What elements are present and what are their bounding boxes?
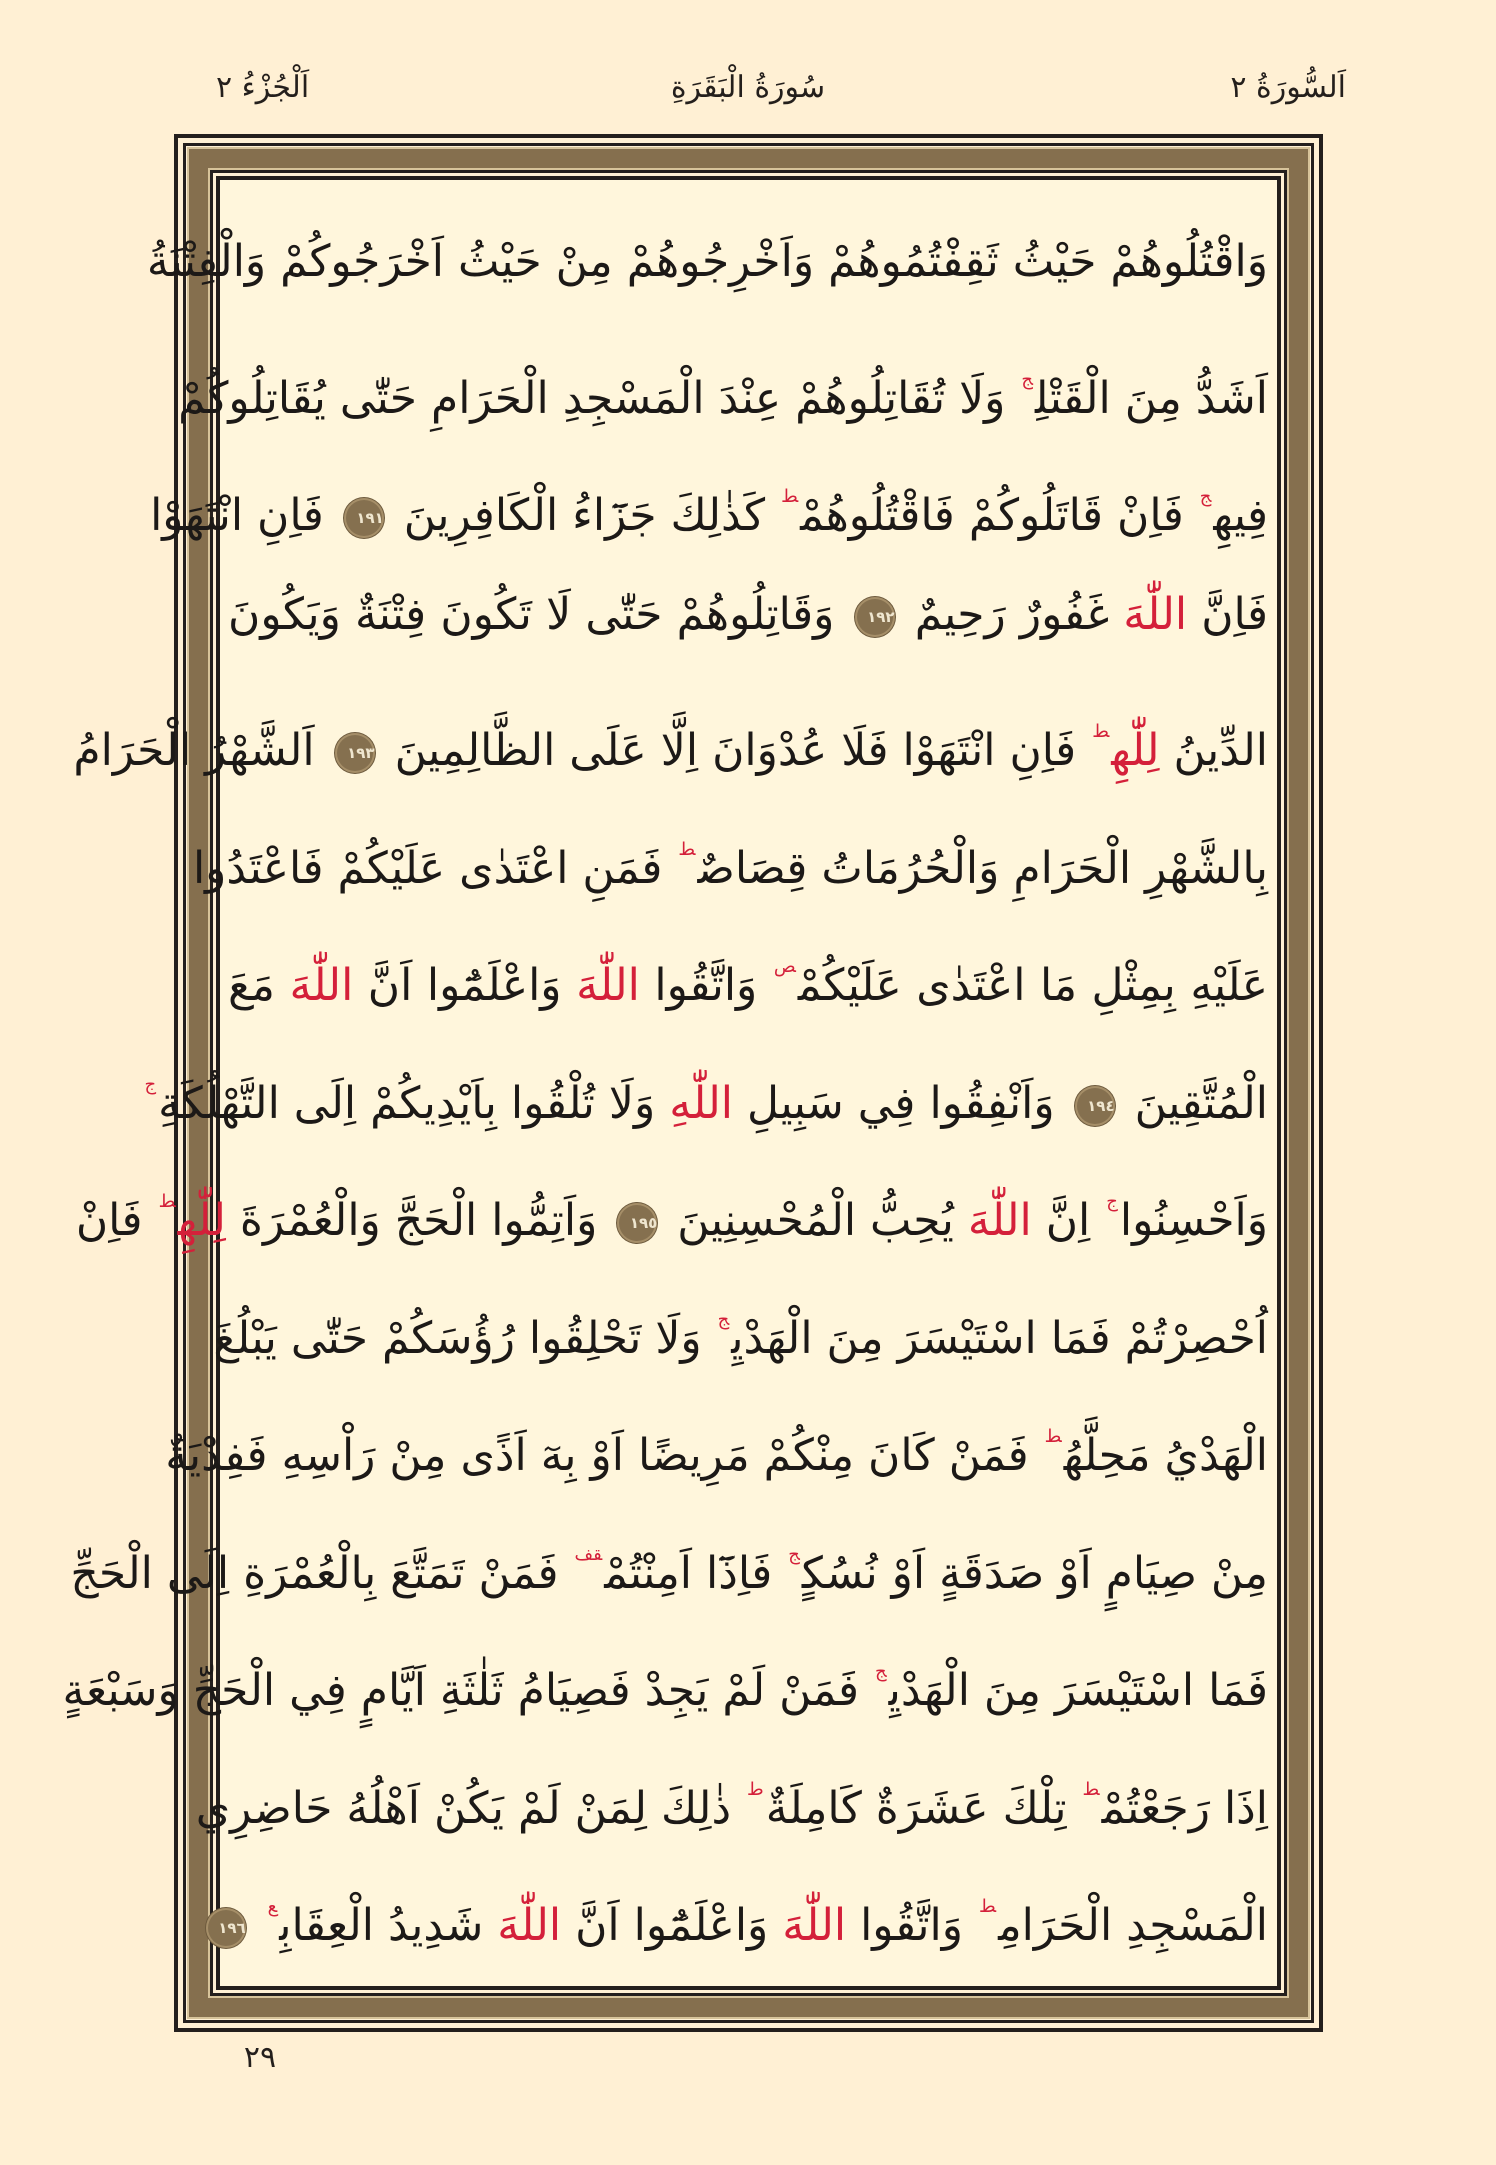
verse-text: وَلَا تُقَاتِلُوهُمْ عِنْدَ الْمَسْجِدِ الْحَرَامِ حَتّٰى يُقَاتِلُوكُمْ — [178, 372, 1020, 424]
verse-text: وَاعْلَمُٓوا اَنَّ — [561, 1900, 783, 1951]
surah-number-label: اَلسُّورَةُ ٢ — [1230, 70, 1346, 105]
divine-name-highlight: لِلّٰهِ — [1111, 725, 1160, 776]
verse-line — [228, 556, 1268, 673]
verse-text: فَاِنْ قَاتَلُوكُمْ فَاقْتُلُوهُمْ — [800, 490, 1198, 541]
waqf-stop-mark: ع — [267, 1896, 278, 1917]
verse-text: اَلشَّهْرُ الْحَرَامُ — [73, 725, 329, 776]
verse-text: مِنْ صِيَامٍ اَوْ صَدَقَةٍ اَوْ نُسُكٍ — [801, 1547, 1268, 1599]
verse-text: الْمَسْجِدِ الْحَرَامِ — [998, 1900, 1268, 1951]
verse-text: يُحِبُّ الْمُحْسِنِينَ — [663, 1195, 968, 1246]
verse-line — [146, 203, 1268, 320]
verse-text: تِلْكَ عَشَرَةٌ كَامِلَةٌ — [765, 1782, 1081, 1834]
waqf-stop-mark: ج — [717, 1308, 730, 1330]
verse-line — [213, 1261, 1268, 1378]
verse-line — [218, 1848, 1268, 1965]
verse-line — [75, 1143, 1268, 1260]
ayah-number-medallion: ١٩٦ — [206, 1908, 246, 1948]
surah-name-title: سُورَةُ الْبَقَرَةِ — [670, 70, 826, 105]
verse-line — [228, 908, 1268, 1025]
verse-text: اِنَّ — [1031, 1195, 1105, 1246]
ayah-number-medallion: ١٩٥ — [617, 1203, 657, 1243]
waqf-stop-mark: ط — [1092, 721, 1110, 742]
waqf-stop-mark: ج — [788, 1543, 800, 1565]
verse-text: وَلَا تَحْلِقُوا رُؤُسَكُمْ حَتّٰى يَبْلُغَ — [213, 1312, 716, 1364]
divine-name-highlight: لِلّٰهِ — [177, 1195, 226, 1246]
verse-text: ذٰلِكَ لِمَنْ لَمْ يَكُنْ اَهْلُهُ حَاضِرِي — [195, 1782, 746, 1834]
verse-line — [165, 1378, 1268, 1495]
verse-text: كَذٰلِكَ جَزَٓاءُ الْكَافِرِينَ — [389, 490, 780, 541]
verse-text: فَاِنِ انْتَهَوْا — [150, 490, 338, 541]
verse-text: اُحْصِرْتُمْ فَمَا اسْتَيْسَرَ مِنَ الْهَدْيِ — [731, 1312, 1268, 1364]
verse-text: اِذَا رَجَعْتُمْ — [1101, 1782, 1268, 1834]
waqf-stop-mark: ط — [978, 1896, 997, 1917]
divine-name-highlight: اللّٰهِ — [669, 1077, 734, 1129]
verse-text: فَمَا اسْتَيْسَرَ مِنَ الْهَدْيِ — [888, 1665, 1268, 1716]
verse-line — [150, 438, 1268, 555]
verse-text: فَمَنِ اعْتَدٰى عَلَيْكُمْ فَاعْتَدُوا — [192, 842, 677, 894]
quran-text-block — [62, 195, 1269, 1985]
waqf-stop-mark: ج — [144, 1073, 157, 1095]
waqf-stop-mark: ج — [1106, 1191, 1118, 1212]
verse-text: فَمَنْ كَانَ مِنْكُمْ مَرِيضًا اَوْ بِهٓ اَذًى مِنْ رَاْسِهِ فَفِدْيَةٌ — [165, 1430, 1043, 1481]
divine-name-highlight: اللّٰهَ — [1123, 588, 1188, 640]
verse-text: وَاَحْسِنُوا — [1119, 1195, 1268, 1246]
waqf-stop-mark: ط — [158, 1191, 176, 1212]
divine-name-highlight: اللّٰهَ — [967, 1195, 1032, 1246]
verse-text: فَاِذَٓا اَمِنْتُمْ — [604, 1547, 787, 1599]
verse-line — [62, 1613, 1268, 1730]
page-number: ٢٩ — [243, 2040, 277, 2075]
verse-text: وَقَاتِلُوهُمْ حَتّٰى لَا تَكُونَ فِتْنَةٌ وَيَكُونَ — [228, 588, 849, 640]
verse-text: وَلَا تُلْقُوا بِاَيْدِيكُمْ اِلَى التَّهْلُكَةِ — [158, 1077, 670, 1129]
verse-text: فَمَنْ لَمْ يَجِدْ فَصِيَامُ ثَلٰثَةِ اَيَّامٍ فِي الْحَجِّ وَسَبْعَةٍ — [62, 1665, 874, 1716]
waqf-stop-mark: ط — [747, 1778, 764, 1800]
verse-text: فَمَنْ تَمَتَّعَ بِالْعُمْرَةِ اِلَى الْحَجِّ — [70, 1547, 573, 1599]
waqf-stop-mark: قف — [574, 1543, 603, 1565]
verse-text — [252, 1900, 266, 1951]
verse-text: وَاتَّقُوا — [639, 960, 772, 1011]
verse-text: الْهَدْيُ مَحِلَّهُ — [1063, 1430, 1268, 1481]
verse-line — [195, 1731, 1268, 1848]
verse-text: وَاقْتُلُوهُمْ حَيْثُ ثَقِفْتُمُوهُمْ وَاَخْرِجُوهُمْ مِنْ حَيْثُ اَخْرَجُوكُمْ وَالْفِتْنَةُ — [146, 236, 1268, 287]
verse-line — [192, 791, 1268, 908]
verse-text: بِالشَّهْرِ الْحَرَامِ وَالْحُرُمَاتُ قِصَاصٌ — [697, 842, 1268, 894]
waqf-stop-mark: ط — [781, 486, 799, 507]
ayah-number-medallion: ١٩١ — [344, 498, 384, 538]
divine-name-highlight: اللّٰهَ — [289, 960, 354, 1011]
juz-label: اَلْجُزْءُ ٢ — [216, 70, 310, 105]
ayah-number-medallion: ١٩٢ — [855, 597, 895, 637]
waqf-stop-mark: ج — [1021, 368, 1034, 390]
divine-name-highlight: اللّٰهَ — [576, 960, 640, 1011]
page-header — [0, 62, 1496, 122]
waqf-stop-mark: ط — [678, 838, 696, 860]
waqf-stop-mark: ص — [773, 956, 796, 977]
ayah-number-medallion: ١٩٤ — [1075, 1086, 1115, 1126]
verse-text: شَدِيدُ الْعِقَابِ — [279, 1900, 498, 1951]
verse-text: فَاِنْ — [75, 1195, 157, 1246]
divine-name-highlight: اللّٰهَ — [497, 1900, 562, 1951]
verse-text: اَشَدُّ مِنَ الْقَتْلِ — [1035, 372, 1268, 424]
divine-name-highlight: اللّٰهَ — [782, 1900, 847, 1951]
verse-text: غَفُورٌ رَحِيمٌ — [900, 588, 1124, 640]
verse-text: وَاعْلَمُٓوا اَنَّ — [353, 960, 577, 1011]
verse-text: فَاِنَّ — [1187, 588, 1268, 640]
waqf-stop-mark: ط — [1044, 1426, 1062, 1447]
verse-text: الْمُتَّقِينَ — [1120, 1077, 1268, 1129]
verse-text: فَاِنِ انْتَهَوْا فَلَا عُدْوَانَ اِلَّا عَلَى الظَّالِمِينَ — [380, 725, 1091, 776]
verse-line — [73, 673, 1268, 790]
waqf-stop-mark: ط — [1082, 1778, 1100, 1800]
verse-text: مَعَ — [228, 960, 290, 1011]
verse-text: الدِّينُ — [1159, 725, 1268, 776]
verse-line — [178, 321, 1268, 438]
verse-text: وَاَتِمُّوا الْحَجَّ وَالْعُمْرَةَ — [225, 1195, 612, 1246]
verse-line — [70, 1496, 1268, 1613]
verse-text: فِيهِ — [1213, 490, 1268, 541]
waqf-stop-mark: ج — [875, 1661, 887, 1682]
verse-text: وَاَنْفِقُوا فِي سَبِيلِ — [733, 1077, 1069, 1129]
waqf-stop-mark: ج — [1199, 486, 1212, 507]
verse-text: عَلَيْهِ بِمِثْلِ مَا اعْتَدٰى عَلَيْكُمْ — [797, 960, 1269, 1011]
ayah-number-medallion: ١٩٣ — [335, 733, 375, 773]
verse-line — [144, 1026, 1268, 1143]
verse-text: وَاتَّقُوا — [846, 1900, 977, 1951]
